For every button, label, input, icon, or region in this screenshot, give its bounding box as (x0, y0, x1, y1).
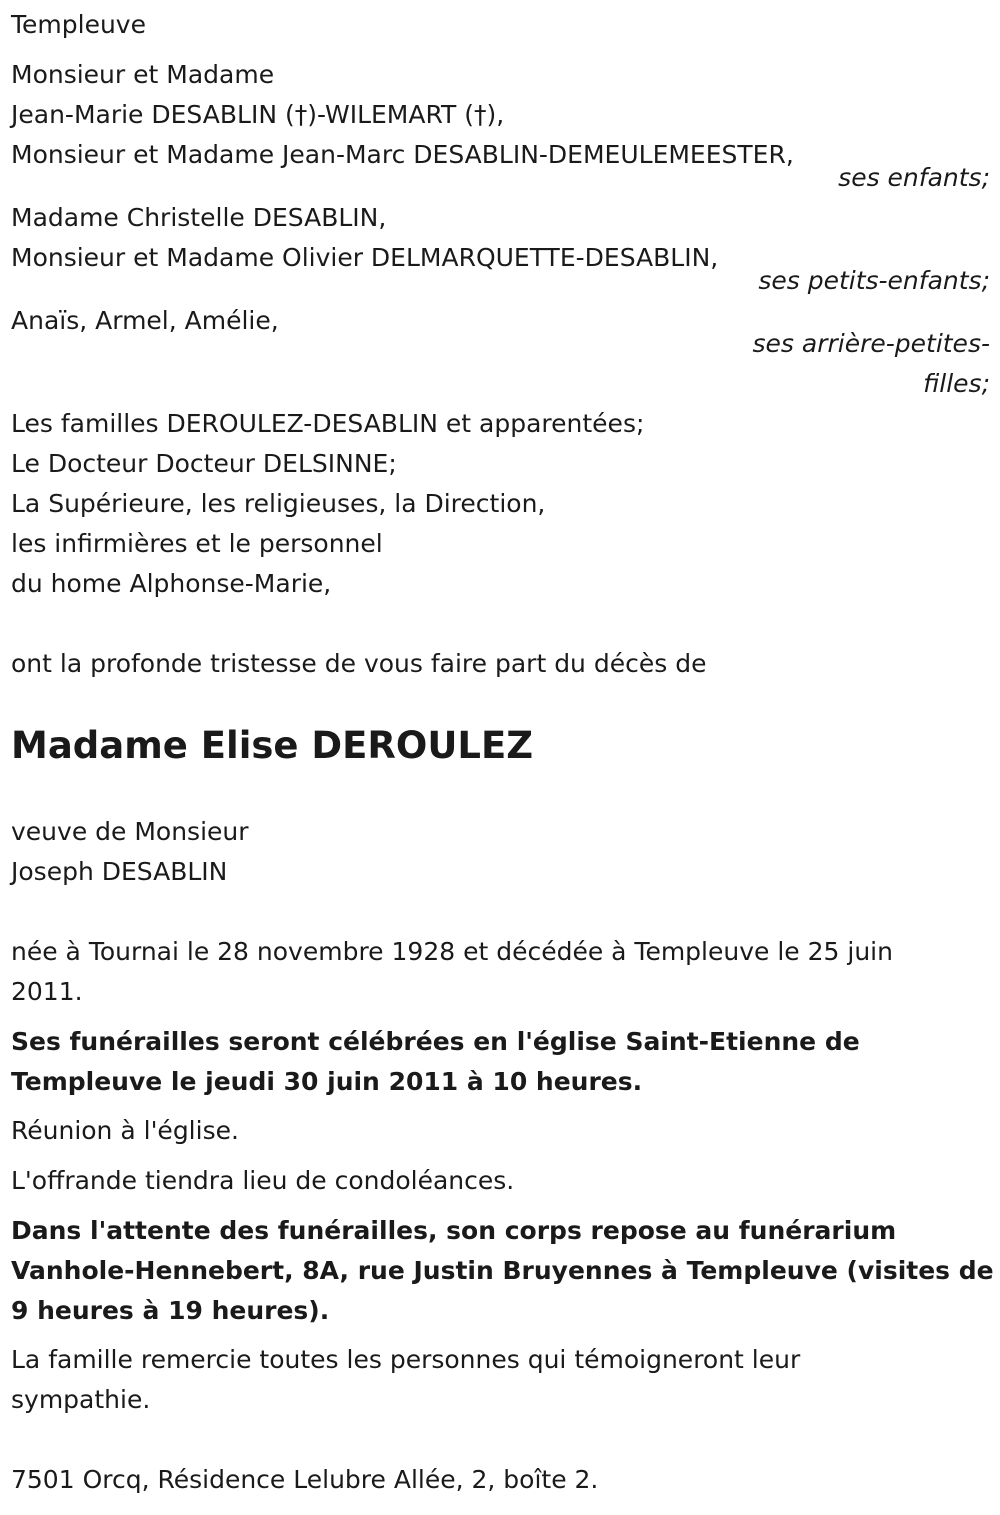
address-text: 7501 Orcq, Résidence Lelubre Allée, 2, boîte 2. (11, 1465, 599, 1494)
children-line-1: Monsieur et Madame (11, 60, 275, 89)
others-line-4: les infirmières et le personnel (11, 529, 383, 558)
offering-text: L'offrande tiendra lieu de condoléances. (11, 1166, 515, 1195)
children-line-2: Jean-Marie DESABLIN (†)-WILEMART (†), (11, 100, 505, 129)
widow-of-line-1: veuve de Monsieur (11, 817, 249, 846)
others-line-2: Le Docteur Docteur DELSINNE; (11, 449, 397, 478)
grandchildren-line-1: Madame Christelle DESABLIN, (11, 203, 387, 232)
birth-death-line-2: 2011. (11, 977, 83, 1006)
meeting-text: Réunion à l'église. (11, 1116, 239, 1145)
funeral-line-1: Ses funérailles seront célébrées en l'église Saint-Etienne de (11, 1027, 860, 1056)
great-grandchildren-role-2: filles; (923, 369, 990, 398)
funerarium-line-1: Dans l'attente des funérailles, son corps repose au funérarium (11, 1216, 897, 1245)
city-heading: Templeuve (11, 10, 146, 39)
funerarium-line-3: 9 heures à 19 heures). (11, 1296, 330, 1325)
thanks-line-2: sympathie. (11, 1385, 151, 1414)
funerarium-line-2: Vanhole-Hennebert, 8A, rue Justin Bruyennes à Templeuve (visites de (11, 1256, 994, 1285)
children-line-3: Monsieur et Madame Jean-Marc DESABLIN-DEMEULEMEESTER, (11, 140, 794, 169)
grandchildren-line-2: Monsieur et Madame Olivier DELMARQUETTE-DESABLIN, (11, 243, 719, 272)
grandchildren-role: ses petits-enfants; (758, 266, 990, 295)
birth-death-line-1: née à Tournai le 28 novembre 1928 et décédée à Templeuve le 25 juin (11, 937, 893, 966)
others-line-3: La Supérieure, les religieuses, la Direction, (11, 489, 546, 518)
thanks-line-1: La famille remercie toutes les personnes qui témoigneront leur (11, 1345, 801, 1374)
deceased-name: Madame Elise DEROULEZ (11, 724, 534, 767)
funeral-line-2: Templeuve le jeudi 30 juin 2011 à 10 heures. (11, 1067, 643, 1096)
others-line-5: du home Alphonse-Marie, (11, 569, 332, 598)
great-grandchildren-role-1: ses arrière-petites- (752, 329, 990, 358)
others-line-1: Les familles DEROULEZ-DESABLIN et apparentées; (11, 409, 645, 438)
widow-of-line-2: Joseph DESABLIN (11, 857, 228, 886)
great-grandchildren-line: Anaïs, Armel, Amélie, (11, 306, 279, 335)
announcement-text: ont la profonde tristesse de vous faire part du décès de (11, 649, 707, 678)
children-role: ses enfants; (838, 163, 990, 192)
